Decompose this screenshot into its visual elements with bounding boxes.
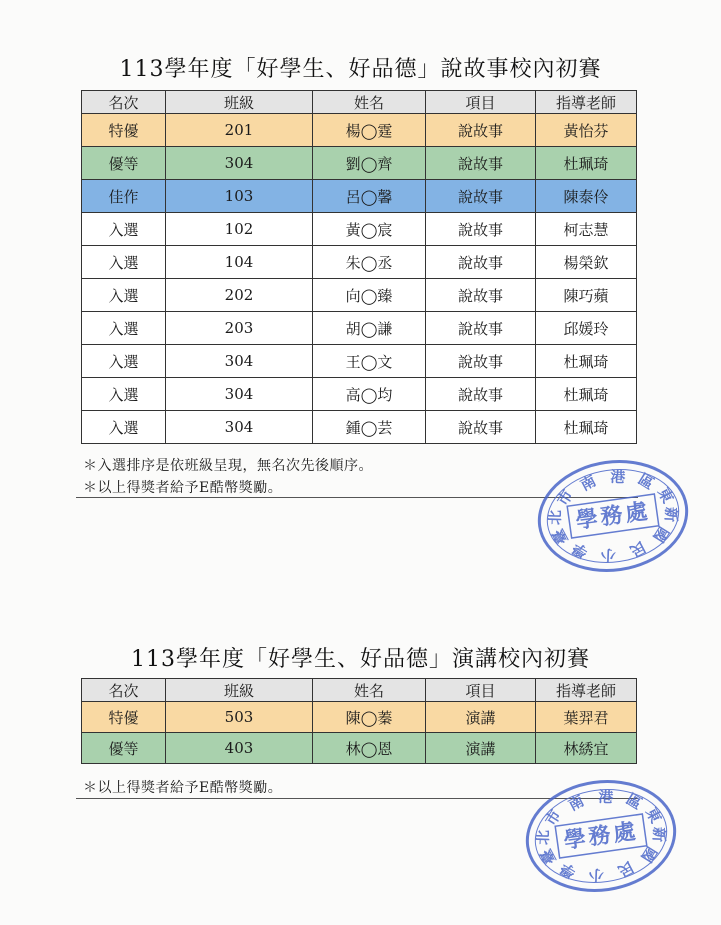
table-row: [82, 378, 637, 411]
table-row: [82, 213, 637, 246]
cell-name: 王◯文: [313, 345, 426, 378]
seal-character: 新: [649, 826, 669, 843]
cell-teacher: 楊榮欽: [536, 246, 637, 279]
header-item: 項目: [426, 91, 536, 114]
cell-teacher: 葉羿君: [536, 702, 637, 733]
cell-teacher: 林綉宜: [536, 733, 637, 764]
header-rank: 名次: [82, 91, 166, 114]
cell-name: 黃◯宸: [313, 213, 426, 246]
cell-class: 104: [166, 246, 313, 279]
cell-class: 304: [166, 411, 313, 444]
cell-item: 演講: [426, 702, 536, 733]
cell-name: 朱◯丞: [313, 246, 426, 279]
cell-class: 403: [166, 733, 313, 764]
seal-character: 臺: [536, 845, 560, 868]
cell-name: 胡◯謙: [313, 312, 426, 345]
cell-rank: 入選: [82, 213, 166, 246]
header-teacher: 指導老師: [536, 679, 637, 702]
seal-character: 學: [568, 538, 592, 563]
cell-item: 說故事: [426, 114, 536, 147]
cell-item: 說故事: [426, 312, 536, 345]
cell-teacher: 柯志慧: [536, 213, 637, 246]
header-item: 項目: [426, 679, 536, 702]
table-header-row: [82, 91, 637, 114]
cell-rank: 入選: [82, 411, 166, 444]
note-reward: ＊以上得獎者給予E酷幣獎勵。: [83, 780, 283, 796]
table-row: [82, 411, 637, 444]
cell-name: 林◯恩: [313, 733, 426, 764]
cell-teacher: 杜珮琦: [536, 411, 637, 444]
seal-character: 東: [654, 484, 678, 507]
cell-class: 201: [166, 114, 313, 147]
seal-character: 民: [626, 537, 649, 561]
cell-class: 203: [166, 312, 313, 345]
speech-title: 113學年度「好學生、好品德」演講校內初賽: [131, 647, 590, 672]
cell-rank: 優等: [82, 147, 166, 180]
cell-rank: 入選: [82, 246, 166, 279]
cell-class: 202: [166, 279, 313, 312]
seal-character: 南: [565, 791, 588, 815]
table-row: [82, 345, 637, 378]
school-seal-stamp: [533, 456, 693, 576]
cell-name: 呂◯馨: [313, 180, 426, 213]
table-row: [82, 733, 637, 764]
seal-center-text: 學務處: [574, 498, 652, 535]
cell-item: 說故事: [426, 246, 536, 279]
cell-class: 304: [166, 378, 313, 411]
table-row: [82, 147, 637, 180]
cell-name: 劉◯齊: [313, 147, 426, 180]
header-name: 姓名: [313, 91, 426, 114]
cell-rank: 入選: [82, 312, 166, 345]
seal-character: 北: [545, 509, 565, 526]
cell-class: 304: [166, 345, 313, 378]
seal-character: 港: [597, 787, 614, 807]
seal-character: 港: [609, 467, 626, 487]
table-row: [82, 180, 637, 213]
seal-character: 南: [577, 471, 600, 495]
seal-character: 小: [600, 545, 617, 565]
cell-name: 楊◯霆: [313, 114, 426, 147]
seal-character: 區: [622, 789, 646, 814]
seal-character: 小: [588, 865, 605, 885]
seal-character: 國: [649, 523, 673, 546]
storytelling-table-body: [82, 114, 637, 444]
seal-character: 臺: [548, 525, 572, 548]
cell-class: 503: [166, 702, 313, 733]
cell-class: 102: [166, 213, 313, 246]
cell-teacher: 黃怡芬: [536, 114, 637, 147]
cell-teacher: 杜珮琦: [536, 345, 637, 378]
cell-rank: 入選: [82, 279, 166, 312]
cell-item: 說故事: [426, 213, 536, 246]
speech-table-body: [82, 702, 637, 764]
note-selection-order: ＊入選排序是依班級呈現，無名次先後順序。: [83, 458, 373, 474]
cell-item: 說故事: [426, 411, 536, 444]
table-header-row: [82, 679, 637, 702]
header-teacher: 指導老師: [536, 91, 637, 114]
cell-item: 說故事: [426, 147, 536, 180]
storytelling-title: 113學年度「好學生、好品德」說故事校內初賽: [119, 57, 602, 82]
seal-character: 國: [637, 843, 661, 866]
cell-teacher: 杜珮琦: [536, 378, 637, 411]
cell-teacher: 杜珮琦: [536, 147, 637, 180]
seal-character: 市: [553, 486, 577, 509]
cell-item: 說故事: [426, 345, 536, 378]
seal-center-text: 學務處: [562, 818, 640, 855]
cell-rank: 佳作: [82, 180, 166, 213]
seal-character: 市: [541, 806, 565, 829]
header-name: 姓名: [313, 679, 426, 702]
seal-character: 學: [556, 858, 580, 883]
cell-name: 陳◯蓁: [313, 702, 426, 733]
cell-teacher: 陳泰伶: [536, 180, 637, 213]
cell-name: 高◯均: [313, 378, 426, 411]
header-class: 班級: [166, 91, 313, 114]
seal-character: 新: [661, 506, 681, 523]
cell-item: 演講: [426, 733, 536, 764]
seal-character: 北: [533, 829, 553, 846]
cell-rank: 特優: [82, 114, 166, 147]
cell-class: 103: [166, 180, 313, 213]
seal-character: 民: [614, 857, 637, 881]
cell-rank: 優等: [82, 733, 166, 764]
table-row: [82, 312, 637, 345]
speech-results-table: [81, 678, 637, 764]
table-row: [82, 279, 637, 312]
cell-item: 說故事: [426, 180, 536, 213]
header-rank: 名次: [82, 679, 166, 702]
note-reward: ＊以上得獎者給予E酷幣獎勵。: [83, 480, 283, 496]
seal-character: 區: [634, 469, 658, 494]
cell-item: 說故事: [426, 378, 536, 411]
school-seal-stamp: [521, 776, 681, 896]
cell-name: 向◯臻: [313, 279, 426, 312]
cell-teacher: 陳巧蘋: [536, 279, 637, 312]
table-row: [82, 246, 637, 279]
seal-character: 東: [642, 804, 666, 827]
cell-rank: 入選: [82, 345, 166, 378]
cell-class: 304: [166, 147, 313, 180]
storytelling-results-table: [81, 90, 637, 444]
cell-item: 說故事: [426, 279, 536, 312]
cell-rank: 入選: [82, 378, 166, 411]
cell-name: 鍾◯芸: [313, 411, 426, 444]
table-row: [82, 702, 637, 733]
cell-teacher: 邱媛玲: [536, 312, 637, 345]
header-class: 班級: [166, 679, 313, 702]
cell-rank: 特優: [82, 702, 166, 733]
table-row: [82, 114, 637, 147]
